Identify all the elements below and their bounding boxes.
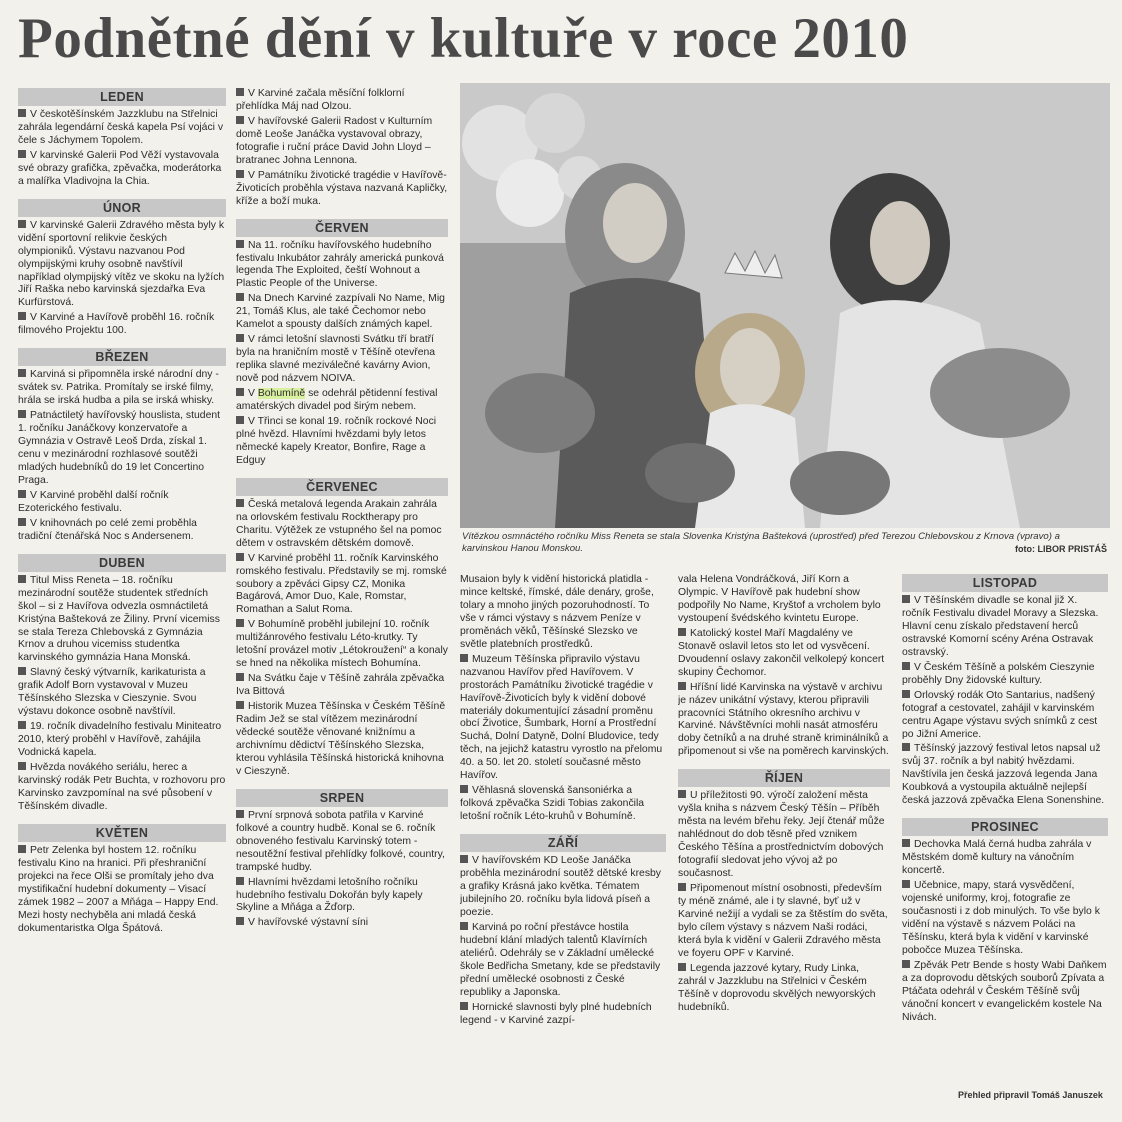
bullet-square-icon [236, 810, 244, 818]
news-item [236, 553, 448, 618]
news-item [18, 109, 226, 148]
bullet-square-icon [18, 721, 26, 729]
bullet-square-icon [18, 369, 26, 377]
byline: Přehled připravil Tomáš Januszek [958, 1090, 1103, 1100]
column-1 [18, 88, 226, 1118]
news-item [18, 220, 226, 311]
news-item [460, 1002, 666, 1028]
item-text: V Karviné a Havířově proběhl 16. ročník filmového Projektu 100. [18, 312, 215, 337]
bullet-square-icon [902, 743, 910, 751]
item-text: V Památníku životické tragédie v Havířově-Životicích proběhla výstava nazvaná Kapličky, kříže a boží muka. [236, 169, 448, 207]
news-item [236, 334, 448, 386]
item-text: Hornické slavnosti byly plné hudebních legend - v Karviné zazpí- [460, 1001, 652, 1026]
item-text: Musaion byly k vidění historická platidla - mince keltské, římské, dále denáry, groše, tolary a mnoho jiných pozoruhodností. To vše v rámci výstavy s názvem Peníze v proměnách věků, Těšínské Slezsko ve světle platebních prostředků. [460, 574, 654, 650]
bullet-square-icon [18, 312, 26, 320]
news-item [236, 240, 448, 292]
item-text: V havířovském KD Leoše Janáčka proběhla mezinárodní soutěž dětské kresby a grafiky Krásná jako květka. Tématem jubilejního 20. ročníku byla lidová píseň a poezie. [460, 855, 661, 918]
photo-illustration [460, 83, 1110, 528]
section-header-červen: ČERVEN [236, 219, 448, 237]
item-text: Na Dnech Karviné zazpívali No Name, Mig 21, Tomáš Klus, ale také Čechomor nebo Kamelot a spousty dalších známých kapel. [236, 293, 445, 331]
photo-miss-reneta [460, 83, 1110, 528]
item-text: V Českém Těšíně a polském Cieszynie proběhly Dny židovské kultury. [902, 661, 1095, 686]
bullet-square-icon [678, 963, 686, 971]
bullet-square-icon [236, 499, 244, 507]
news-item [678, 963, 890, 1015]
bullet-square-icon [460, 785, 468, 793]
section-header-prosinec: PROSINEC [902, 818, 1108, 836]
news-item [678, 790, 890, 881]
item-text: V havířovské Galerii Radost v Kulturním domě Leoše Janáčka vystavoval obrazy, fotografie i ruční práce David John Lloyd – bratranec Johna Lennona. [236, 115, 433, 166]
news-item [902, 662, 1108, 688]
headline: Podnětné dění v kultuře v roce 2010 [18, 7, 909, 70]
bullet-square-icon [18, 575, 26, 583]
column-2 [236, 88, 448, 1118]
news-item [902, 690, 1108, 742]
section-header-duben: DUBEN [18, 554, 226, 572]
item-text: Legenda jazzové kytary, Rudy Linka, zahrál v Jazzklubu na Střelnici v Českém Těšíně v doprovodu skvělých newyorských hudebníků. [678, 962, 876, 1013]
item-text: Věhlasná slovenská šansoniérka a folková zpěvačka Szidi Tobias zakončila letošní ročník Léto-kruhů v Bohumíně. [460, 785, 645, 823]
bullet-square-icon [18, 220, 26, 228]
bullet-square-icon [678, 883, 686, 891]
bullet-square-icon [18, 845, 26, 853]
news-item [236, 416, 448, 468]
bullet-square-icon [460, 855, 468, 863]
section-header-srpen: SRPEN [236, 789, 448, 807]
news-item [18, 721, 226, 760]
news-item [18, 518, 226, 544]
item-text: Dechovka Malá černá hudba zahrála v Městském domě kultury na vánočním koncertě. [902, 839, 1092, 877]
bullet-square-icon [18, 518, 26, 526]
item-text: Orlovský rodák Oto Santarius, nadšený fotograf a cestovatel, zahájil v karvinském centru Agape výstavu svých snímků z cest po Jižní Americe. [902, 689, 1098, 740]
item-text: V Karviné proběhl další ročník Ezoterického festivalu. [18, 489, 169, 514]
bullet-square-icon [236, 673, 244, 681]
bullet-square-icon [236, 88, 244, 96]
news-item [236, 116, 448, 168]
item-text: Slavný český výtvarník, karikaturista a grafik Adolf Born vystavoval v Muzeu Těšínského Slezska v Cieszynie. Svou výstavu dokonce osobně navštívil. [18, 667, 206, 718]
bullet-square-icon [18, 410, 26, 418]
news-item [678, 682, 890, 760]
item-text: Petr Zelenka byl hostem 12. ročníku festivalu Kino na hranici. Při přeshraniční projekci na řece Olši se promítaly jeho dva mystifikační hudební dokumenty – Visací zámek 1982 – 2007 a Mňága – Happy End. Mezi hosty nechyběla ani mladá česká dokumentaristka Olga Špátová. [18, 844, 219, 934]
news-item [460, 922, 666, 1000]
item-text: V karvinské Galerii Pod Věží vystavovala své obrazy grafička, zpěvačka, moderátorka a malířka Vladivojna la Chia. [18, 149, 222, 187]
news-item [902, 839, 1108, 878]
item-text-after: se odehrál pětidenní festival amatérských divadel pod širým nebem. [236, 388, 438, 413]
news-item [460, 855, 666, 920]
section-header-březen: BŘEZEN [18, 348, 226, 366]
news-item [236, 499, 448, 551]
item-text: V Třinci se konal 19. ročník rockové Noci plné hvězd. Hlavními hvězdami byly letos německé kapely Kreator, Bonfire, Rage a Edguy [236, 415, 437, 466]
news-item [902, 880, 1108, 958]
news-item [18, 312, 226, 338]
section-header-listopad: LISTOPAD [902, 574, 1108, 592]
column-4 [678, 574, 890, 1118]
news-item [18, 845, 226, 936]
section-header-září: ZÁŘÍ [460, 834, 666, 852]
bullet-square-icon [236, 619, 244, 627]
section-header-leden: LEDEN [18, 88, 226, 106]
bullet-square-icon [678, 628, 686, 636]
bullet-square-icon [902, 662, 910, 670]
item-text: V [248, 388, 258, 400]
item-text: První srpnová sobota patřila v Karviné folkové a country hudbě. Konal se 6. ročník obnoveného festivalu Karvinský totem - nesoutěžní festival přehlídky folkové, country, trampské hudby. [236, 809, 445, 873]
item-text: Česká metalová legenda Arakain zahrála na orlovském festivalu Rocktherapy pro Charitu. Výtěžek ze vstupného šel na pomoc dětem v ostravském dětském domově. [236, 498, 442, 549]
bullet-square-icon [18, 762, 26, 770]
bullet-square-icon [902, 595, 910, 603]
news-item [902, 960, 1108, 1025]
item-text: Muzeum Těšínska připravilo výstavu nazvanou Havířov před Havířovem. V prostorách Památníku životické tragédie v Havířově-Životicích byly k vidění dobové materiály dokumentující zásadní proměnu obcí Životice, Šumbark, Horní a Prostřední Suchá, Dolní Datyně, Dolní Bludovice, tedy těch, na jejichž katastru vyrostlo na přelomu 40. a 50. let 20. století současné město Havířov. [460, 653, 663, 782]
item-text: Na Svátku čaje v Těšíně zahrála zpěvačka Iva Bittová [236, 673, 445, 698]
item-text: V havířovské výstavní síni [248, 917, 369, 929]
column-5 [902, 574, 1108, 1086]
bullet-square-icon [18, 109, 26, 117]
bullet-square-icon [236, 917, 244, 925]
news-item [678, 628, 890, 680]
highlighted-word: Bohumíně [257, 388, 306, 400]
bullet-square-icon [236, 701, 244, 709]
news-item [460, 785, 666, 824]
news-item [18, 410, 226, 488]
news-item [460, 654, 666, 784]
item-text: Hlavními hvězdami letošního ročníku hudebního festivalu Dokořán byly kapely Skyline a Mňága a Žďorp. [236, 876, 423, 914]
bullet-square-icon [236, 877, 244, 885]
bullet-square-icon [236, 240, 244, 248]
news-item [236, 170, 448, 209]
bullet-square-icon [236, 388, 244, 396]
news-item [18, 490, 226, 516]
bullet-square-icon [902, 880, 910, 888]
bullet-square-icon [236, 334, 244, 342]
bullet-square-icon [902, 839, 910, 847]
bullet-square-icon [678, 682, 686, 690]
item-text: Historik Muzea Těšínska v Českém Těšíně Radim Jež se stal vítězem mezinárodní vědecké soutěže věnované knižnímu a archivnímu dědictví Těšínského Slezska, kterou vyhlásila Těšínská historická knihovna v Cieszyně. [236, 701, 446, 777]
news-item [902, 595, 1108, 660]
bullet-square-icon [18, 150, 26, 158]
news-item [236, 293, 448, 332]
item-text: V Těšínském divadle se konal již X. ročník Festivalu divadel Moravy a Slezska. Hlavní cenu získalo představení herců ostravské Komorní scény Aréna Ostravak ostravský. [902, 595, 1099, 658]
item-text: Těšínský jazzový festival letos napsal už svůj 37. ročník a byl nabitý hvězdami. Navštívila jen česká jazzová legenda Jana Koubková a vystoupila aktuálně nejlepší česká jazzová zpěvačka Elena Sonenshine. [902, 743, 1105, 807]
news-item [902, 743, 1108, 808]
item-text: Patnáctiletý havířovský houslista, student 1. ročníku Janáčkovy konzervatoře a Gymnázia v Ostravě Leoš Drda, získal 1. cenu v mezinárodní rozhlasové soutěži mladých hudebníků do 19 let Concertino Praga. [18, 410, 221, 486]
bullet-square-icon [678, 790, 686, 798]
item-text: V knihovnách po celé zemi proběhla tradiční čtenářská Noc s Andersenem. [18, 517, 197, 542]
item-text: Zpěvák Petr Bende s hosty Wabi Daňkem a za doprovodu dětských souborů Zpívata a Ptáčata odehrál v Českém Těšíně svůj vánoční koncert v evangelickém kostele Na Nivách. [902, 959, 1107, 1023]
bullet-square-icon [236, 416, 244, 424]
item-text: V českotěšínském Jazzklubu na Střelnici zahrála legendární česká kapela Psí vojáci v čele s Jáchymem Topolem. [18, 109, 224, 146]
bullet-square-icon [460, 1002, 468, 1010]
bullet-square-icon [18, 667, 26, 675]
news-item [236, 388, 448, 414]
column-3 [460, 574, 666, 1118]
news-item [18, 575, 226, 666]
news-item [18, 762, 226, 814]
item-text: Hříšní lidé Karvinska na výstavě v archivu je název unikátní výstavy, kterou připravili pracovníci Státního okresního archivu v Karviné. Návštěvníci mohli nasát atmosféru doby četníků a na druhé straně kriminálníků a připomenout si vše na poměrech karvinských. [678, 681, 889, 758]
news-item [18, 150, 226, 189]
item-text: Katolický kostel Maří Magdalény ve Stonavě oslavil letos sto let od vysvěcení. Dvoudenní oslavy zakončil velkolepý koncert skupiny Čechomor. [678, 627, 885, 678]
news-item [236, 701, 448, 779]
news-item [236, 877, 448, 916]
section-header-červenec: ČERVENEC [236, 478, 448, 496]
continued-paragraph [460, 574, 666, 652]
item-text: V Karviné proběhl 11. ročník Karvinského romského festivalu. Představily se mj. romské soubory a zpěváci Gipsy CZ, Monika Bagárová, Amor Duo, Kale, Romstar, Romathan a Salut Roma. [236, 552, 447, 616]
item-text: V Bohumíně proběhl jubilejní 10. ročník multižánrového festivalu Léto-krutky. Ty letošní provázel motiv „Létokroužení“ a konaly se hned na několika místech Bohumína. [236, 619, 448, 670]
bullet-square-icon [236, 116, 244, 124]
bullet-square-icon [236, 293, 244, 301]
section-header-únor: ÚNOR [18, 199, 226, 217]
news-item [18, 369, 226, 408]
item-text: V karvinské Galerii Zdravého města byly k vidění sportovní relikvie českých olympioniků. Výstavu nazvanou Pod olympijskými kruhy osobně navštívil například olympijský vítěz ve skoku na lyžích Jiří Raška nebo karvinská sjezdařka Eva Kurfürstová. [18, 219, 225, 309]
item-text: vala Helena Vondráčková, Jiří Korn a Olympic. V Havířově pak hudební show podpořily No Name, Kryštof a vrcholem bylo vystoupení švédského kvintetu Europe. [678, 574, 881, 624]
item-text: Na 11. ročníku havířovského hudebního festivalu Inkubátor zahrály americká punková legenda The Exploited, čeští Wohnout a Plastic People of the Universe. [236, 239, 444, 290]
section-header-říjen: ŘÍJEN [678, 769, 890, 787]
news-item [678, 883, 890, 961]
news-item [236, 88, 448, 114]
bullet-square-icon [460, 654, 468, 662]
photo-credit: foto: LIBOR PRISTÁŠ [1015, 544, 1107, 554]
news-item [236, 810, 448, 875]
news-item [236, 917, 448, 930]
item-text: U příležitosti 90. výročí založení města vyšla kniha s názvem Český Těšín – Příběh města na levém břehu řeky. Její čtenář může nahlédnout do dob těsně před vznikem Českého Těšína a prostřednictvím dobových fotografií sledovat jeho vývoj až po současnost. [678, 790, 885, 880]
news-item [236, 619, 448, 671]
item-text: Hvězda novákého seriálu, herec a karvinský rodák Petr Buchta, v rozhovoru pro Karvinsko zavzpomínal na své působení v Těšínském divadle. [18, 762, 226, 812]
item-text: V rámci letošní slavnosti Svátku tří bratří byla na hraničním mostě v Těšíně otevřena replika slavné meziválečné kavárny Avion, nově pod názvem NOIVA. [236, 334, 436, 385]
item-text: V Karviné začala měsíční folklorní přehlídka Máj nad Olzou. [236, 88, 405, 112]
item-text: 19. ročník divadelního festivalu Miniteatro 2010, který proběhl v Havířově, zahájila Vodnická kapela. [18, 721, 222, 759]
item-text: Karviná si připomněla irské národní dny - svátek sv. Patrika. Promítaly se irské filmy, hrála se irská hudba a pila se irská whisky. [18, 369, 219, 407]
bullet-square-icon [236, 553, 244, 561]
item-text: Titul Miss Reneta – 18. ročníku mezinárodní soutěže studentek středních škol – si z Havířova odvezla osmnáctiletá Kristýna Bašteková ze Žiliny. První vicemiss se stala Tereza Chlebovská z Gymnázia Krnov a druhou vicemiss studentka karvinského gymnázia Hana Monská. [18, 574, 220, 664]
bullet-square-icon [902, 690, 910, 698]
item-text: Karviná po roční přestávce hostila hudební klání mladých talentů Klavírních ateliérů. Odehrály se v Základní umělecké škole Bedřicha Smetany, kde se představily přední umělecké osobnosti z České republiky a Japonska. [460, 921, 661, 998]
item-text: Připomenout místní osobnosti, především ty méně známé, ale i ty slavné, byť už v Karviné nežijí a vydali se za štěstím do světa, bylo cílem výstavy s názvem Naši rodáci, která byla k vidění v Galerii Zdravého města ve foyeru OPF v Karviné. [678, 883, 888, 959]
continued-paragraph [678, 574, 890, 626]
item-text: Učebnice, mapy, stará vysvědčení, vojenské uniformy, kroj, fotografie ze současnosti i z dob minulých. To vše bylo k vidění na výstavě s názvem Poláci na Těšínsku, která byla k vidění v karvinské pobočce Muzea Těšínska. [902, 880, 1100, 956]
bullet-square-icon [236, 170, 244, 178]
news-item [18, 667, 226, 719]
bullet-square-icon [902, 960, 910, 968]
bullet-square-icon [460, 922, 468, 930]
photo-caption: Vítězkou osmnáctého ročníku Miss Reneta se stala Slovenka Kristýna Bašteková (uprostřed) před Terezou Chlebovskou z Krnova (vpravo) a karvinskou Hanou Monskou. [462, 531, 1060, 554]
section-header-květen: KVĚTEN [18, 824, 226, 842]
bullet-square-icon [18, 490, 26, 498]
news-item [236, 673, 448, 699]
